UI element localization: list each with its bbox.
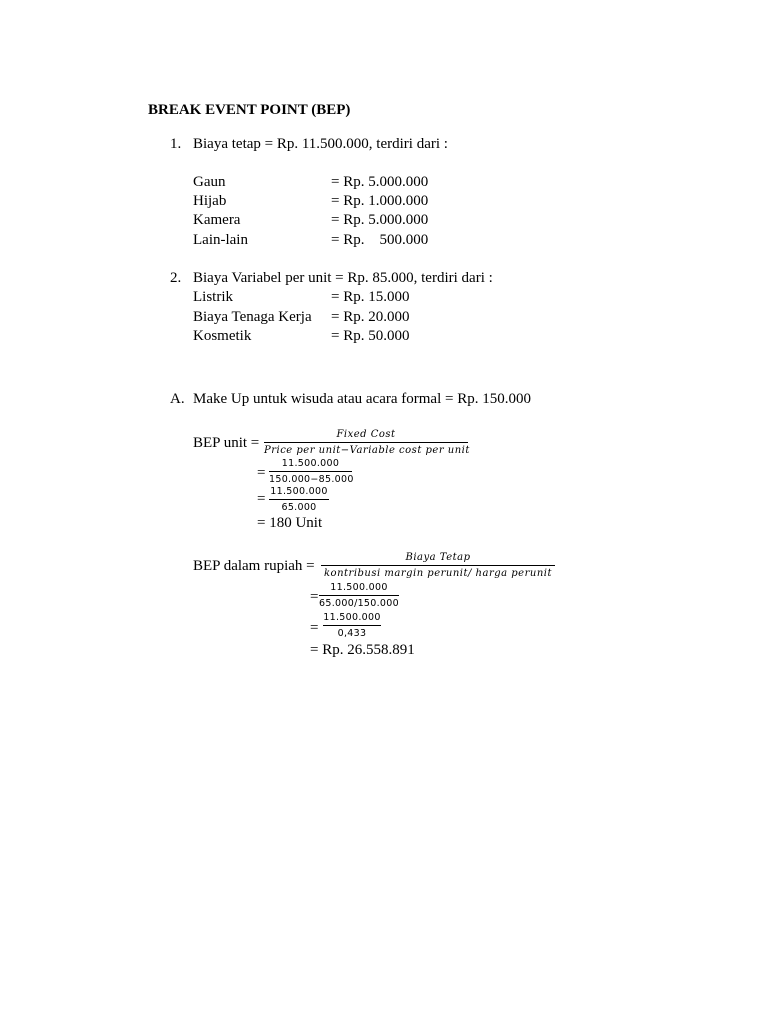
section1-heading: Biaya tetap = Rp. 11.500.000, terdiri dari : (193, 136, 448, 152)
variable-cost-value: = Rp. 15.000 (331, 289, 410, 305)
formula-numerator: Fixed Cost (336, 429, 396, 440)
step-numerator: 11.500.000 (330, 582, 388, 593)
step-numerator: 11.500.000 (270, 486, 328, 497)
step-denominator: 150.000−85.000 (269, 473, 354, 485)
fixed-cost-value: = Rp. 5.000.000 (331, 174, 429, 190)
bep-rupiah-formula (321, 553, 555, 579)
bep-rupiah-label: BEP dalam rupiah = (193, 558, 315, 574)
section2-number: 2. (170, 270, 182, 286)
bep-rupiah-step2 (323, 613, 381, 638)
fraction-bar (269, 499, 329, 500)
equals-sign: = (257, 491, 266, 507)
formula-denominator: kontribusi margin perunit/ harga perunit (324, 568, 552, 579)
variable-cost-label: Biaya Tenaga Kerja (193, 309, 312, 325)
bep-unit-result: = 180 Unit (257, 515, 323, 531)
bep-rupiah-step1 (319, 583, 399, 608)
formula-denominator: Price per unit−Variable cost per unit (264, 445, 470, 456)
document-title: BREAK EVENT POINT (BEP) (148, 102, 351, 118)
bep-unit-formula (264, 430, 468, 456)
bep-rupiah-result: = Rp. 26.558.891 (310, 642, 415, 658)
sectionA-letter: A. (170, 391, 185, 407)
fraction-bar (269, 471, 352, 472)
step-denominator: 65.000 (281, 501, 317, 513)
variable-cost-value: = Rp. 20.000 (331, 309, 410, 325)
section1-number: 1. (170, 136, 182, 152)
equals-sign: = (257, 465, 266, 481)
fraction-bar (319, 595, 399, 596)
fraction-bar (264, 442, 468, 443)
section2-heading: Biaya Variabel per unit = Rp. 85.000, terdiri dari : (193, 270, 493, 286)
fixed-cost-value: = Rp. 5.000.000 (331, 212, 429, 228)
fixed-cost-label: Gaun (193, 174, 226, 190)
step-denominator: 0,433 (337, 627, 367, 639)
step-numerator: 11.500.000 (281, 458, 340, 469)
formula-numerator: Biaya Tetap (405, 552, 471, 563)
bep-unit-label: BEP unit = (193, 435, 260, 451)
step-numerator: 11.500.000 (323, 612, 381, 623)
variable-cost-label: Listrik (193, 289, 233, 305)
variable-cost-label: Kosmetik (193, 328, 252, 344)
sectionA-heading: Make Up untuk wisuda atau acara formal = Rp. 150.000 (193, 391, 531, 407)
fixed-cost-label: Kamera (193, 212, 241, 228)
fraction-bar (323, 625, 381, 626)
fixed-cost-value: = Rp. 1.000.000 (331, 193, 429, 209)
bep-unit-step2 (269, 487, 329, 512)
equals-sign: = (310, 589, 319, 605)
fraction-bar (321, 565, 555, 566)
variable-cost-value: = Rp. 50.000 (331, 328, 410, 344)
fixed-cost-value: = Rp. 500.000 (331, 232, 429, 248)
step-denominator: 65.000/150.000 (319, 597, 399, 609)
equals-sign: = (310, 620, 319, 636)
bep-unit-step1 (269, 459, 352, 484)
fixed-cost-label: Lain-lain (193, 232, 248, 248)
fixed-cost-label: Hijab (193, 193, 227, 209)
